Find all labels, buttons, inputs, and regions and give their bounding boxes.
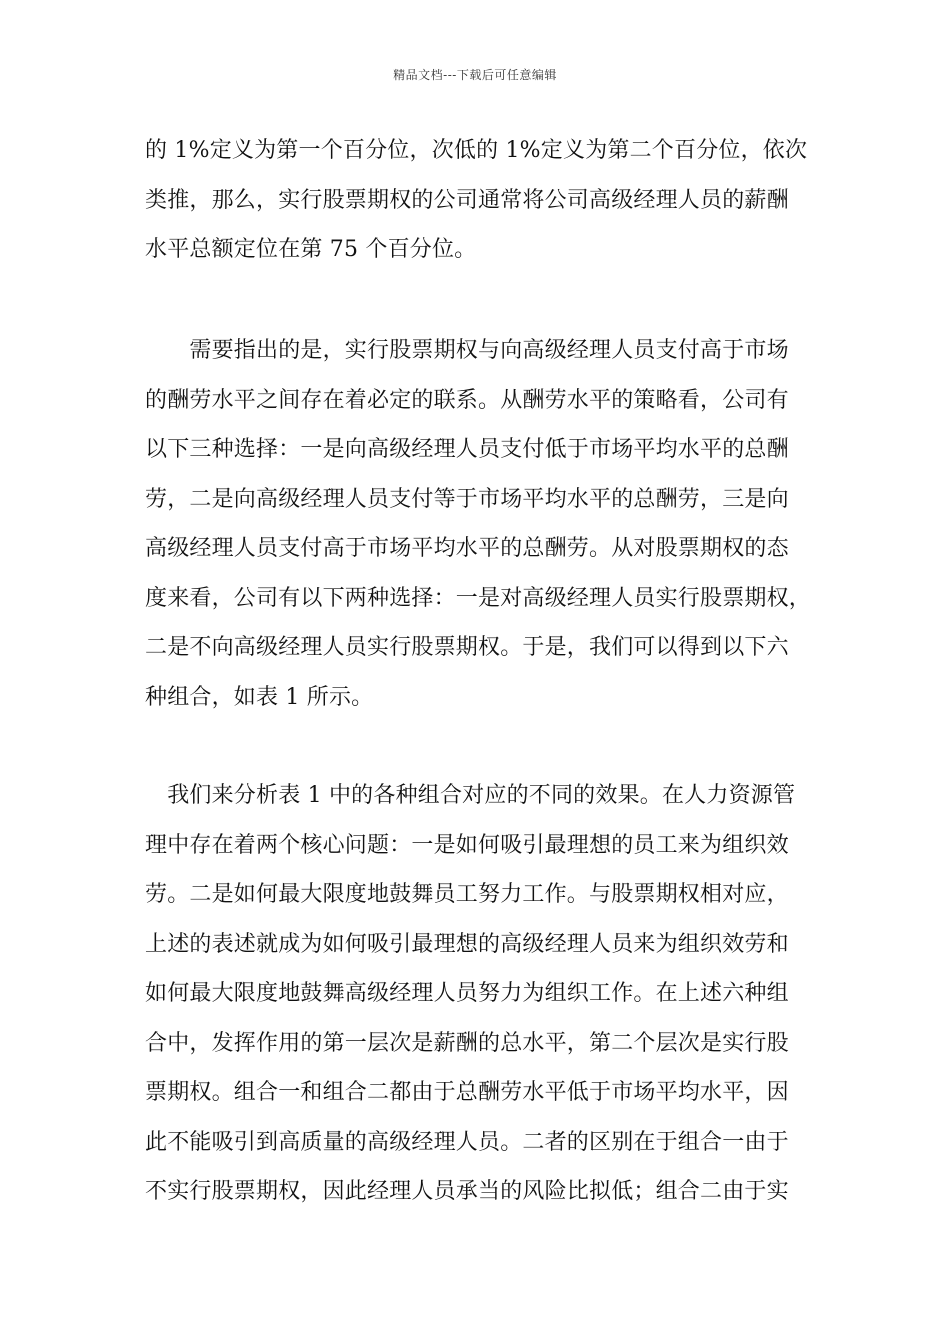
paragraph-2	[145, 326, 812, 722]
text-line: 理中存在着两个核心问题：一是如何吸引最理想的员工来为组织效	[145, 832, 789, 858]
text-line: 种组合，如表 1 所示。	[145, 684, 374, 710]
text-line: 合中，发挥作用的第一层次是薪酬的总水平，第二个层次是实行股	[145, 1030, 789, 1056]
text-line: 二是不向高级经理人员实行股票期权。于是，我们可以得到以下六	[145, 635, 789, 660]
text-line: 高级经理人员支付高于市场平均水平的总酬劳。从对股票期权的态	[145, 536, 789, 561]
text-line: 的酬劳水平之间存在着必定的联系。从酬劳水平的策略看，公司有	[145, 387, 789, 413]
text-line: 水平总额定位在第 75 个百分位。	[145, 237, 477, 262]
text-line: 如何最大限度地鼓舞高级经理人员努力为组织工作。在上述六种组	[145, 981, 789, 1006]
page-header: 精品文档---下载后可任意编辑	[393, 68, 557, 82]
paragraph-1	[145, 126, 808, 275]
text-line: 劳。二是如何最大限度地鼓舞员工努力工作。与股票期权相对应，	[145, 882, 789, 907]
paragraph-3	[145, 771, 805, 1217]
text-line: 劳，二是向高级经理人员支付等于市场平均水平的总酬劳，三是向	[145, 486, 789, 512]
text-line: 的 1%定义为第一个百分位，次低的 1%定义为第二个百分位，依次	[145, 138, 808, 163]
text-line: 此不能吸引到高质量的高级经理人员。二者的区别在于组合一由于	[145, 1129, 789, 1155]
text-line: 以下三种选择：一是向高级经理人员支付低于市场平均水平的总酬	[145, 437, 789, 462]
text-line: 上述的表述就成为如何吸引最理想的高级经理人员来为组织效劳和	[145, 931, 789, 957]
text-line: 我们来分析表 1 中的各种组合对应的不同的效果。在人力资源管	[145, 783, 796, 808]
text-line: 度来看，公司有以下两种选择：一是对高级经理人员实行股票期权，	[145, 585, 812, 611]
text-line: 类推，那么，实行股票期权的公司通常将公司高级经理人员的薪酬	[145, 187, 789, 213]
text-line: 不实行股票期权，因此经理人员承当的风险比拟低；组合二由于实	[145, 1179, 789, 1204]
text-line: 需要指出的是，实行股票期权与向高级经理人员支付高于市场	[145, 338, 789, 363]
text-line: 票期权。组合一和组合二都由于总酬劳水平低于市场平均水平，因	[145, 1080, 789, 1105]
